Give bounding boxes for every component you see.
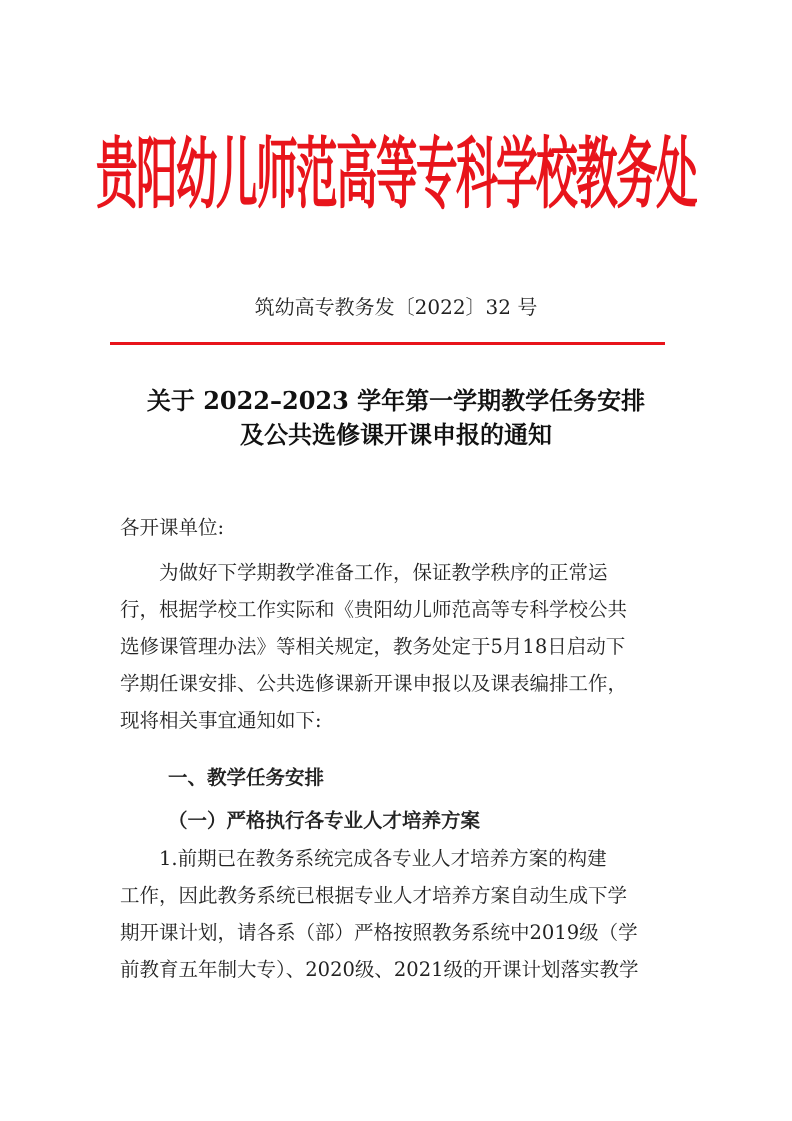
salutation: 各开课单位: xyxy=(120,516,225,539)
intro-paragraph xyxy=(120,554,675,739)
intro-line: 现将相关事宜通知如下: xyxy=(120,709,322,732)
item-1-line: 期开课计划，请各系（部）严格按照教务系统中2019级（学 xyxy=(120,921,638,944)
item-1-line: 1.前期已在教务系统完成各专业人才培养方案的构建 xyxy=(120,847,607,870)
intro-line: 行，根据学校工作实际和《贵阳幼儿师范高等专科学校公共 xyxy=(120,598,628,621)
intro-line: 学期任课安排、公共选修课新开课申报以及课表编排工作， xyxy=(120,672,628,695)
section-heading-1: 一、教学任务安排 xyxy=(168,766,325,789)
notice-title-line-2: 及公共选修课开课申报的通知 xyxy=(240,420,552,449)
intro-line: 选修课管理办法》等相关规定，教务处定于5月18日启动下 xyxy=(120,635,626,658)
issuer-header: 贵阳幼儿师范高等专科学校教务处 xyxy=(96,127,696,219)
document-number: 筑幼高专教务发〔2022〕32 号 xyxy=(254,295,538,319)
red-divider-line xyxy=(110,342,665,345)
notice-title xyxy=(104,384,688,452)
subsection-heading-1: （一）严格执行各专业人才培养方案 xyxy=(168,809,481,832)
notice-title-line-1: 关于 2022–2023 学年第一学期教学任务安排 xyxy=(146,386,646,415)
intro-line: 为做好下学期教学准备工作，保证教学秩序的正常运 xyxy=(120,561,608,584)
item-1-line: 前教育五年制大专）、2020级、2021级的开课计划落实教学 xyxy=(120,958,639,981)
item-1-line: 工作，因此教务系统已根据专业人才培养方案自动生成下学 xyxy=(120,884,628,907)
item-1-paragraph xyxy=(120,840,675,988)
